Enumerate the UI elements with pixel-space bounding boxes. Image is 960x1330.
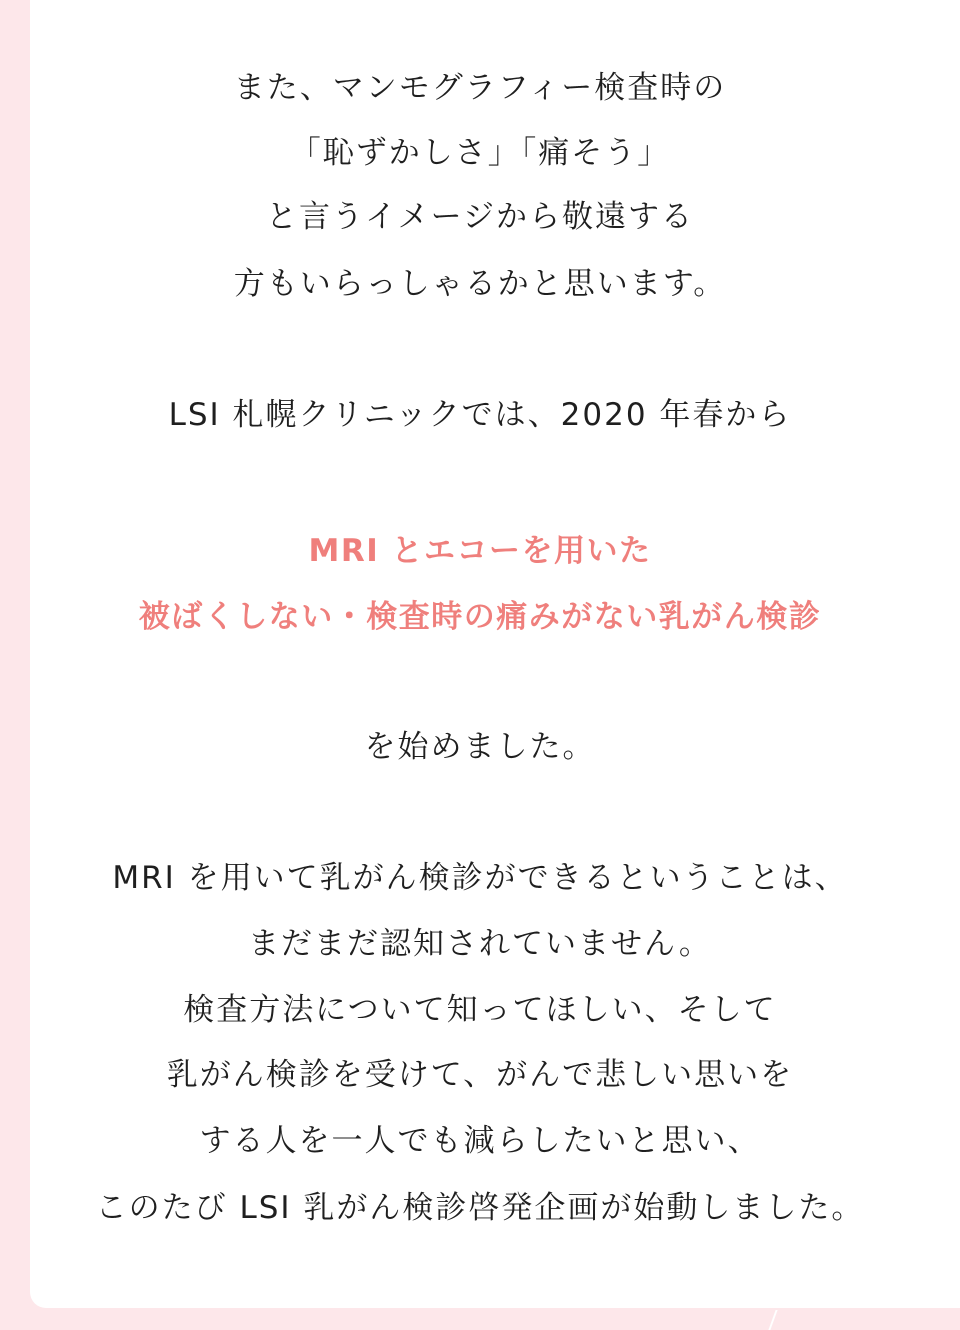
closing-line-6: このたび LSI 乳がん検診啓発企画が始動しました。	[95, 1190, 865, 1226]
intro-line-1: また、マンモグラフィー検査時の	[233, 70, 727, 106]
closing-line-4: 乳がん検診を受けて、がんで悲しい思いを	[166, 1057, 794, 1093]
intro-line-4: 方もいらっしゃるかと思います。	[233, 266, 727, 302]
highlight-line-1: MRI とエコーを用いた	[308, 533, 652, 569]
closing-line-5: する人を一人でも減らしたいと思い、	[199, 1123, 761, 1159]
closing-line-2: まだまだ認知されていません。	[248, 926, 712, 962]
closing-line-3: 検査方法について知ってほしい、そして	[183, 992, 777, 1028]
closing-line-1: MRI を用いて乳がん検診ができるということは、	[112, 860, 848, 896]
intro-line-2: 「恥ずかしさ」「痛そう」	[289, 135, 671, 171]
decorative-line	[768, 1310, 777, 1330]
highlight-line-2: 被ばくしない・検査時の痛みがない乳がん検診	[138, 599, 822, 635]
clinic-line: LSI 札幌クリニックでは、2020 年春から	[168, 397, 792, 433]
started-line: を始めました。	[364, 729, 596, 765]
intro-line-3: と言うイメージから敬遠する	[265, 199, 695, 235]
